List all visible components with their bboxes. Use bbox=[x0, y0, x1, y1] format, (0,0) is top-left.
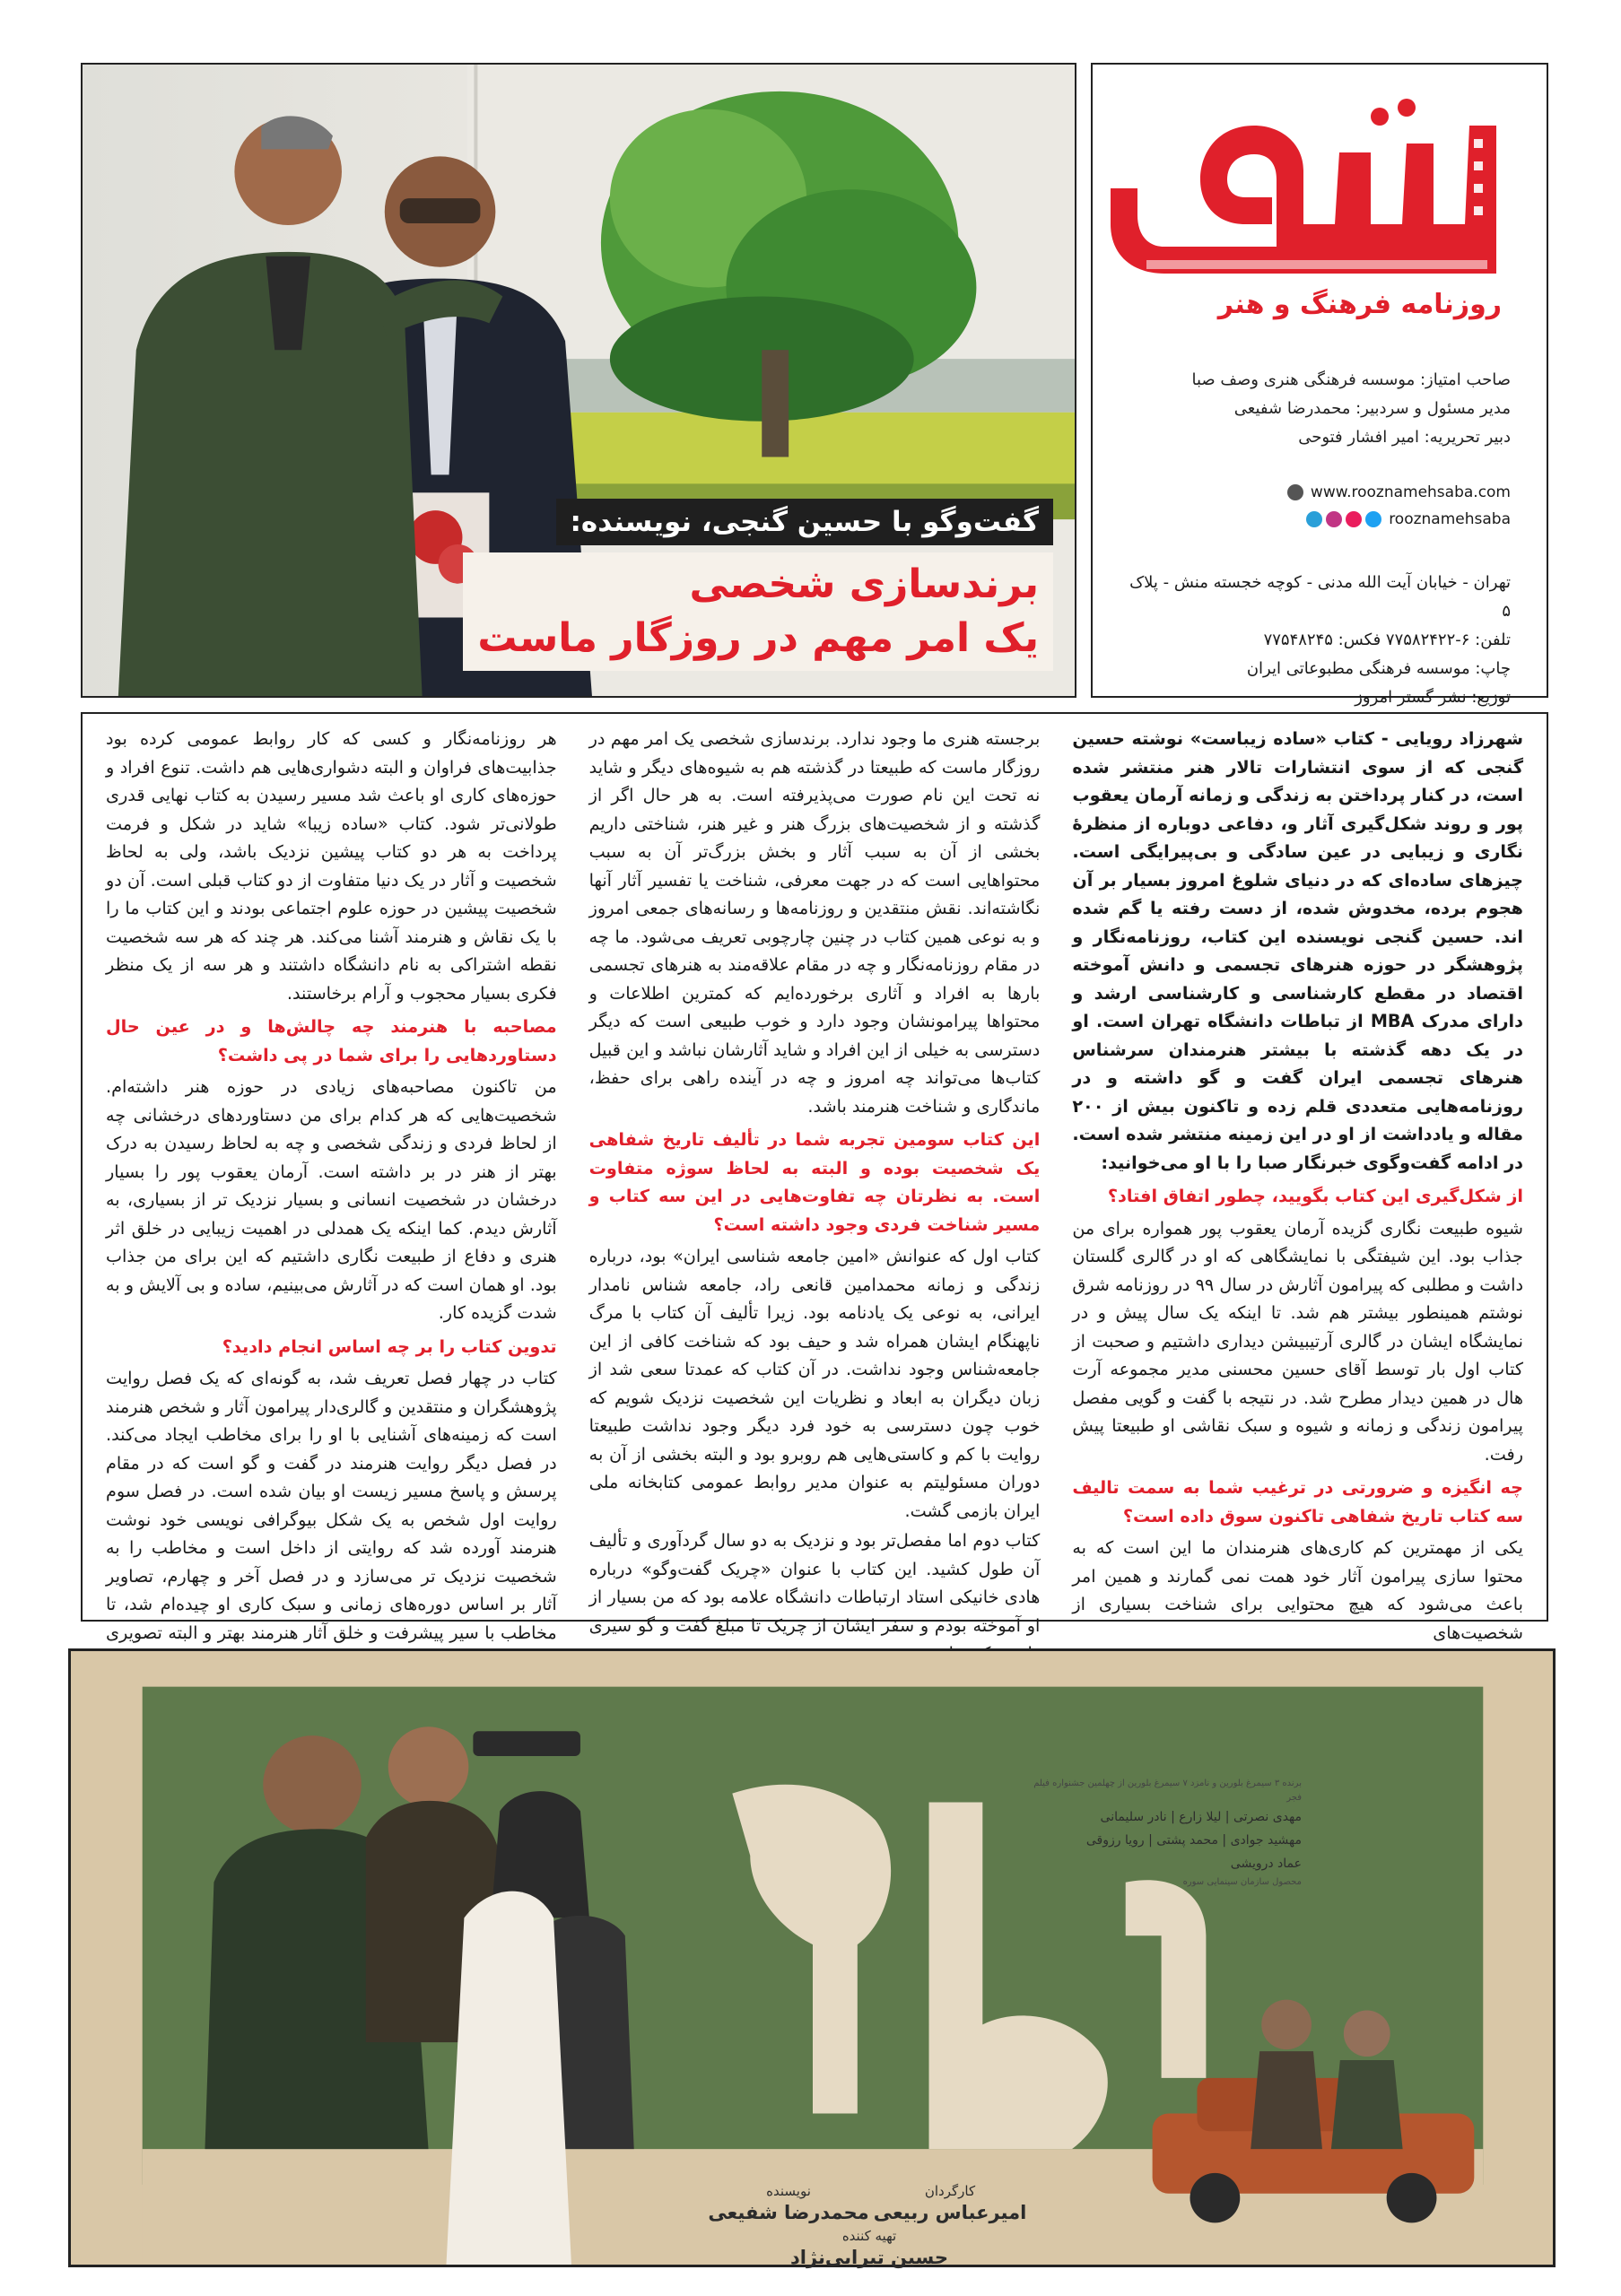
article-column-3 bbox=[105, 725, 557, 1643]
poster-award-line: برنده ۳ سیمرغ بلورین و نامزد ۷ سیمرغ بلورین از چهلمین جشنواره فیلم فجر bbox=[1033, 1779, 1302, 1803]
poster-writer-credit bbox=[699, 2180, 878, 2223]
question-4: مصاحبه با هنرمند چه چالش‌ها و در عین حال دستاوردهایی را برای شما در پی داشت؟ bbox=[105, 1016, 557, 1065]
instagram-icon[interactable] bbox=[1326, 511, 1342, 527]
paragraph-books: هر روزنامه‌نگار و کسی که کار روابط عمومی کرده بود جذابیت‌های فراوان و البته دشواری‌هایی هم داشت. تنوع افراد و حوزه‌های کاری او باعث شد مسیر رسیدن به کتاب نهایی قدری طولانی‌تر شود. کتاب «ساده زیبا» شاید در شکل و فرمت پرداخت به هر دو کتاب پیشین نزدیک باشد، ولی به لحاظ شخصیت و آثار در یک دنیا متفاوت از دو کتاب قبلی است. آن دو شخصیت پیشین در حوزه علوم اجتماعی بودند و این کتاب ما را با یک نقاش و هنرمند آشنا می‌کند. هر چند که هر سه شخصیت نقطه اشتراکی به نام دانشگاه داشتند و هر سه از یک منظر فکری بسیار محجوب و آرام برخاستند. bbox=[105, 728, 557, 1004]
globe-icon bbox=[1287, 484, 1303, 500]
director-name: امیرعباس ربیعی bbox=[873, 2202, 1027, 2223]
website-row[interactable] bbox=[1120, 479, 1511, 506]
headline-line-2: یک امر مهم در روزگار ماست bbox=[477, 615, 1039, 661]
headline-main[interactable] bbox=[463, 552, 1053, 671]
social-row[interactable] bbox=[1120, 506, 1511, 533]
question-1: از شکل‌گیری این کتاب بگویید، چطور اتفاق افتاد؟ bbox=[1107, 1186, 1523, 1206]
question-3: این کتاب سومین تجربه شما در تألیف تاریخ شفاهی یک شخصیت بوده و البته به لحاظ سوژه متفاوت است. به نظرتان چه تفاوت‌هایی در این سه کتاب و مسیر شناخت فردی وجود داشته است؟ bbox=[588, 1129, 1041, 1235]
producer-name: حسین تبرایی‌نژاد bbox=[789, 2247, 949, 2268]
director-line: مدیر مسئول و سردبیر: محمدرضا شفیعی bbox=[1233, 399, 1511, 418]
director-label: کارگردان bbox=[924, 2183, 976, 2199]
distribution-line: توزیع: نشر گستر امروز bbox=[1355, 688, 1511, 707]
poster-production: محصول سازمان سینمایی سوره bbox=[1182, 1877, 1302, 1887]
question-2: چه انگیزه و ضرورتی در ترغیب شما به سمت تالیف سه کتاب تاریخ شفاهی تاکنون سوق داده است؟ bbox=[1072, 1477, 1523, 1526]
social-icons bbox=[1306, 511, 1381, 527]
twitter-icon[interactable] bbox=[1365, 511, 1381, 527]
answer-1: شیوه طبیعت نگاری گزیده آرمان یعقوب پور همواره برای من جذاب بود. این شیفتگی با نمایشگاهی که او در گالری گلستان داشت و مطلبی که پیرامون آثارش در سال ۹۹ در روزنامه شرق نوشتم همینطور بیشتر هم شد. تا اینکه یک سال پیش و در نمایشگاه ایشان در گالری آرتیبیشن دیداری داشتیم و صحبت از کتاب اول بار توسط آقای حسین محسنی مدیر مجموعه آرت هال در همین دیدار مطرح شد. در نتیجه با گفت و گویی مفصل پیرامون زندگی و زمانه و شیوه و سبک نقاشی او طبیعتا پیش رفت. bbox=[1072, 1217, 1523, 1465]
article-column-1 bbox=[1072, 725, 1523, 1643]
logo-subtitle: روزنامه فرهنگ و هنر bbox=[1217, 289, 1502, 320]
printing-line: چاپ: موسسه فرهنگی مطبوعاتی ایران bbox=[1246, 659, 1511, 678]
website-link[interactable]: www.rooznamehsaba.com bbox=[1310, 483, 1511, 501]
phone-line: تلفن: ۶-۷۷۵۸۲۴۲۲ فکس: ۷۷۵۴۸۲۴۵ bbox=[1263, 631, 1511, 649]
address-block bbox=[1120, 569, 1511, 712]
writer-label: نویسنده bbox=[766, 2183, 811, 2199]
answer-2: یکی از مهمترین کم کاری‌های هنرمندان ما این است که به محتوا سازی پیرامون آثار خود همت نمی گمارند و همین امر باعث می‌شود که هیچ محتوایی برای شناخت بسیاری از شخصیت‌های bbox=[1072, 1537, 1523, 1643]
newspaper-logo[interactable] bbox=[1120, 90, 1511, 341]
editor-line: دبیر تحریریه: امیر افشار فتوحی bbox=[1298, 428, 1511, 447]
staff-credits bbox=[1120, 366, 1511, 452]
question-5: تدوین کتاب را بر چه اساس انجام دادید؟ bbox=[222, 1335, 557, 1357]
address-line: تهران - خیابان آیت الله مدنی - کوچه خجسته منش - پلاک ۵ bbox=[1129, 573, 1511, 621]
film-poster-ad[interactable] bbox=[68, 1648, 1556, 2267]
poster-director-credit bbox=[860, 2180, 1040, 2223]
answer-5: کتاب در چهار فصل تعریف شد، به گونه‌ای که یک فصل روایت پژوهشگران و منتقدین و گالری‌دار پیرامون آثار و شخص هنرمند است که زمینه‌های آشنایی با او را برای مخاطب ایجاد می‌کند. در فصل دیگر روایت هنرمند در گفت و گو است که در مقام پرسش و پاسخ مسیر زیست او بیان شده است. در فصل سوم روایت اول شخص به یک شکل بیوگرافی نویسی خود نوشت هنرمند آورده شد که روایتی از داخل است و مخاطب را به شخصیت نزدیک تر می‌سازد و در فصل آخر و چهارم، تصاویر آثار بر اساس دوره‌های زمانی و سبک کاری او چیده‌ام شد، تا مخاطب با سیر پیشرفت و خلق آثار هنرمند بهتر و البته تصویری bbox=[105, 1368, 557, 1643]
telegram-icon[interactable] bbox=[1306, 511, 1322, 527]
answer-3: کتاب اول که عنوانش «امین جامعه شناسی ایران» بود، درباره زندگی و زمانه محمدامین قانعی راد، جامعه شناس نامدار ایرانی، به نوعی یک یادنامه بود. زیرا تألیف آن کتاب با مرگ ناپهنگام ایشان همراه شد و حیف بود که شناخت کافی از این جامعه‌شناس وجود نداشت. در آن کتاب که عمدتا سعی شد از زبان دیگران به ابعاد و نظریات این شخصیت نزدیک شویم که خوب چون دسترسی به خود فرد دیگر وجود نداشت طبیعتا روایت با کم و کاستی‌هایی هم روبرو بود و البته بخشی از آن به دوران مسئولیتم به عنوان مدیر روابط عمومی کتابخانه ملی ایران بازمی گشت. bbox=[588, 1246, 1041, 1521]
producer-label: تهیه کننده bbox=[841, 2228, 897, 2244]
answer-3-continued: کتاب دوم اما مفصل‌تر بود و نزدیک به دو سال گردآوری و تألیف آن طول کشید. این کتاب با عنوان «چریک گفت‌وگو» درباره هادی خانیکی استاد ارتباطات دانشگاه علامه بود که من بسیار از او آموخته بودم و سفر ایشان از چریک تا مبلغ گفت و گو سیری bbox=[588, 1530, 1041, 1636]
poster-cast-list bbox=[1033, 1777, 1302, 1890]
answer-4: من تاکنون مصاحبه‌های زیادی در حوزه هنر داشته‌ام. شخصیت‌هایی که هر کدام برای من دستاوردهای درخشانی چه از لحاظ فردی و زندگی شخصی و چه به لحاظ رسیدن به درک بهتر از هنر در بر داشته است. آرمان یعقوب پور را بسیار درخشان در شخصیت انسانی و بسیار نزدیک تر از بسیاری، به آثارش دیدم. کما اینکه یک همدلی در اهمیت زیبایی در خلق اثر هنری و دفاع از طبیعت نگاری داشتیم که این برای من جذاب بود. او همان است که در آثارش می‌بینیم، ساده و بی آلایش و به شدت گزیده کار. bbox=[105, 1076, 557, 1323]
poster-artwork bbox=[71, 1651, 1553, 2265]
poster-cast-row-1: مهدی نصرتی | لیلا زارع | نادر سلیمانی bbox=[1100, 1810, 1302, 1824]
headline-box bbox=[425, 499, 1053, 671]
writer-name: محمدرضا شفیعی bbox=[708, 2202, 869, 2223]
saba-logo-icon bbox=[1111, 90, 1505, 305]
article-lead: شهرزاد رویایی - کتاب «ساده زیباست» نوشته حسین گنجی که از سوی انتشارات تالار هنر منتشر شده است، در کنار پرداختن به زندگی و زمانه آرمان یعقوب پور و روند شکل‌گیری آثار و، دفاعی دوباره از منظرهٔ نگاری و زیبایی در عین سادگی و بی‌پیرایگی است. چیزهای ساده‌ای که در دنیای شلوغ امروز بسیار بر آن هجوم برده، مخدوش شده، از دست رفته یا گم شده اند. حسین گنجی نویسنده این کتاب، روزنامه‌نگار و پژوهشگر در حوزه هنرهای تجسمی و دانش آموخته اقتصاد در مقطع کارشناسی و کارشناسی ارشد و دارای مدرک MBA از تباطات دانشگاه تهران است. او در یک دهه گذشته با بیشتر هنرمندان سرشناس هنرهای تجسمی ایران گفت و گو داشته و در روزنامه‌هایی متعددی قلم زده و تاکنون بیش از ۲۰۰ مقاله و یادداشت از او در این زمینه منتشر شده است. در ادامه گفت‌وگوی خبرنگار صبا را با او می‌خوانید: bbox=[1072, 728, 1523, 1173]
article-body bbox=[81, 712, 1548, 1643]
social-handle[interactable]: rooznamehsaba bbox=[1389, 510, 1511, 528]
poster-producer-credit bbox=[771, 2225, 968, 2268]
masthead-box bbox=[1091, 63, 1548, 707]
contact-block bbox=[1120, 479, 1511, 533]
headline-line-1: برندسازی شخصی bbox=[689, 561, 1039, 607]
owner-line: صاحب امتیاز: موسسه فرهنگی هنری وصف صبا bbox=[1191, 370, 1511, 389]
poster-cast-row-3: عماد درویشی bbox=[1230, 1857, 1302, 1871]
headline-kicker: گفت‌وگو با حسین گنجی، نویسنده: bbox=[556, 499, 1053, 545]
poster-cast-row-2: مهشید جوادی | محمد پشتی | رویا رزوقی bbox=[1085, 1833, 1302, 1848]
article-column-2 bbox=[588, 725, 1041, 1636]
aparat-icon[interactable] bbox=[1346, 511, 1362, 527]
interview-photo bbox=[81, 63, 1076, 698]
paragraph-branding: برجسته هنری ما وجود ندارد. برندسازی شخصی یک امر مهم در روزگار ماست که طبیعتا در گذشته هم به شیوه‌های دیگر و شاید نه تحت این نام صورت می‌پذیرفته است. به هر حال اگر از گذشته و از شخصیت‌های بزرگ هنر و غیر هنر، شناختی داریم بخشی از آن به سبب آثار و بخش بزرگ‌تر آن به سبب محتواهایی است که در جهت معرفی، شناخت یا تفسیر آثار آنها نگاشته‌اند. نقش منتقدین و روزنامه‌ها و رسانه‌های جمعی امروز و به نوعی همین کتاب در چنین چارچوبی تعریف می‌شود. ما چه در مقام روزنامه‌نگار و چه در مقام علاقه‌مند به هنرهای تجسمی بارها به افراد و آثاری برخورده‌ایم که کمترین اطلاعات و محتواها پیرامونشان وجود دارد و خوب طبیعی است که دیگر دسترسی به خیلی از این افراد و شاید آثارشان نباشد و این قبیل کتاب‌ها می‌تواند چه امروز و چه در آینده راهی برای حفظ، ماندگاری و شناخت هنرمند باشد. bbox=[588, 728, 1041, 1117]
